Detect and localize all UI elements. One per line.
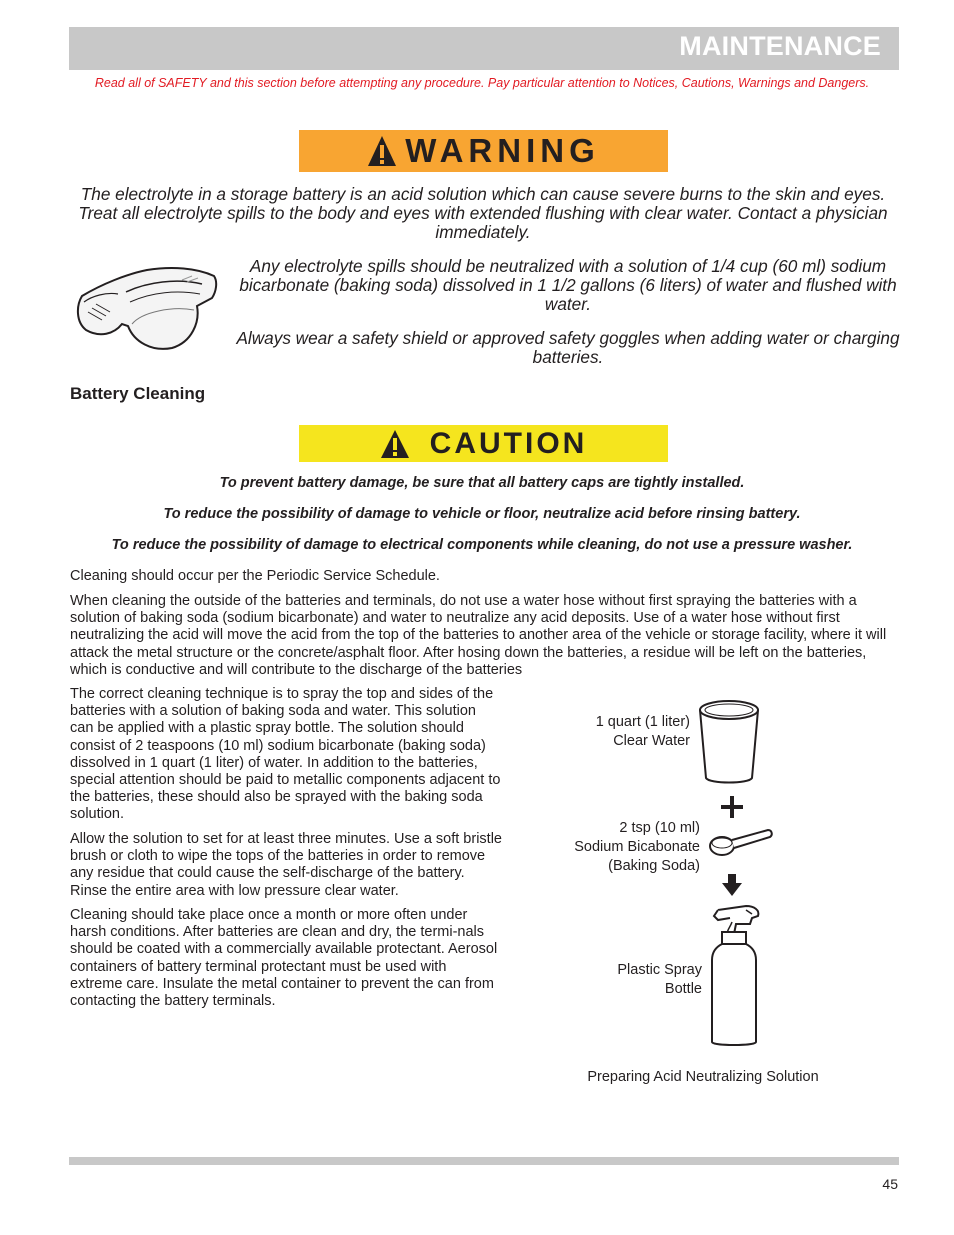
bottle-label-line-1: Plastic Spray	[617, 962, 702, 978]
soda-label	[540, 819, 700, 876]
plus-icon	[720, 795, 744, 819]
body-paragraph-3: The correct cleaning technique is to spray the top and sides of the batteries with a solution of baking soda and water. This solution can be applied with a plastic spray bottle. The solution should consist of 2 teaspoons (10 ml) sodium bicarbonate (baking soda) dissolved in 1 quart (1 liter) of water. In addition to the batteries, special attention should be paid to metallic components adjacent to the batteries, these should also be sprayed with the baking soda solution.	[70, 686, 501, 823]
warning-triangle-icon	[367, 135, 397, 167]
soda-label-line-1: 2 tsp (10 ml)	[619, 820, 700, 836]
soda-label-line-2: Sodium Bicabonate	[574, 839, 700, 855]
figure-caption: Preparing Acid Neutralizing Solution	[587, 1069, 819, 1085]
caution-banner	[299, 425, 668, 462]
bottle-label	[560, 961, 702, 999]
caution-line-2: To reduce the possibility of damage to vehicle or floor, neutralize acid before rinsing battery.	[163, 506, 801, 522]
body-paragraph-5: Cleaning should take place once a month or more often under harsh conditions. After batteries are clean and dry, the termi-nals should be coated with a commercially available protectant. Aerosol containers of battery terminal protectant must be used with extreme care. Insulate the metal container to prevent the can from contacting the battery terminals.	[70, 907, 498, 1010]
body-paragraph-4: Allow the solution to set for at least three minutes. Use a soft bristle brush or cloth to wipe the tops of the batteries in order to remove any residue that could cause the self-discharge of the battery. Rinse the entire area with low pressure clear water.	[70, 831, 502, 899]
warning-text-2: Any electrolyte spills should be neutralized with a solution of 1/4 cup (60 ml) sodium bicarbonate (baking soda) dissolved in 1 1/2 gallons (6 liters) of water and flushed with water.	[239, 256, 897, 314]
safety-notice: Read all of SAFETY and this section before attempting any procedure. Pay particular attention to Notices, Cautions, Warnings and Dangers.	[94, 76, 870, 90]
body-paragraph-1: Cleaning should occur per the Periodic Service Schedule.	[70, 568, 440, 584]
soda-label-line-3: (Baking Soda)	[608, 858, 700, 874]
caution-line-3: To reduce the possibility of damage to electrical components while cleaning, do not use a pressure washer.	[111, 537, 853, 553]
warning-label: WARNING	[405, 132, 600, 169]
water-label-line-2: Clear Water	[613, 733, 690, 749]
spray-bottle-icon	[706, 902, 766, 1048]
section-heading: Battery Cleaning	[70, 384, 206, 403]
bottle-label-line-2: Bottle	[664, 981, 702, 997]
arrow-down-icon	[722, 874, 742, 896]
warning-text-3: Always wear a safety shield or approved safety goggles when adding water or charging batteries.	[236, 328, 900, 367]
caution-line-1: To prevent battery damage, be sure that all battery caps are tightly installed.	[219, 475, 745, 491]
caution-triangle-icon	[380, 429, 410, 459]
measuring-spoon-icon	[708, 826, 774, 862]
water-cup-icon	[697, 698, 761, 784]
caution-label: CAUTION	[429, 426, 588, 460]
water-label-line-1: 1 quart (1 liter)	[595, 714, 690, 730]
page-number: 45	[882, 1176, 898, 1192]
footer-bar	[69, 1157, 899, 1165]
warning-text-1: The electrolyte in a storage battery is an acid solution which can cause severe burns to the skin and eyes. Treat all electrolyte spills to the body and eyes with extended flushing with clear water. Contact a physician immediately.	[78, 184, 888, 242]
page-title: MAINTENANCE	[679, 31, 881, 61]
warning-banner	[299, 130, 668, 172]
header-bar	[69, 27, 899, 70]
water-label	[540, 713, 690, 751]
safety-goggles-icon	[72, 262, 222, 354]
body-paragraph-2: When cleaning the outside of the batteries and terminals, do not use a water hose without first spraying the batteries with a solution of baking soda (sodium bicarbonate) and water to neutralize any acid deposits. Use of a water hose without first neutralizing the acid will move the acid from the top of the batteries to another area of the vehicle or storage facility, where it will attack the metal structure or the concrete/asphalt floor. After hosing down the batteries, a residue will be left on the batteries, which is conductive and will contribute to the discharge of the batteries	[70, 593, 887, 678]
